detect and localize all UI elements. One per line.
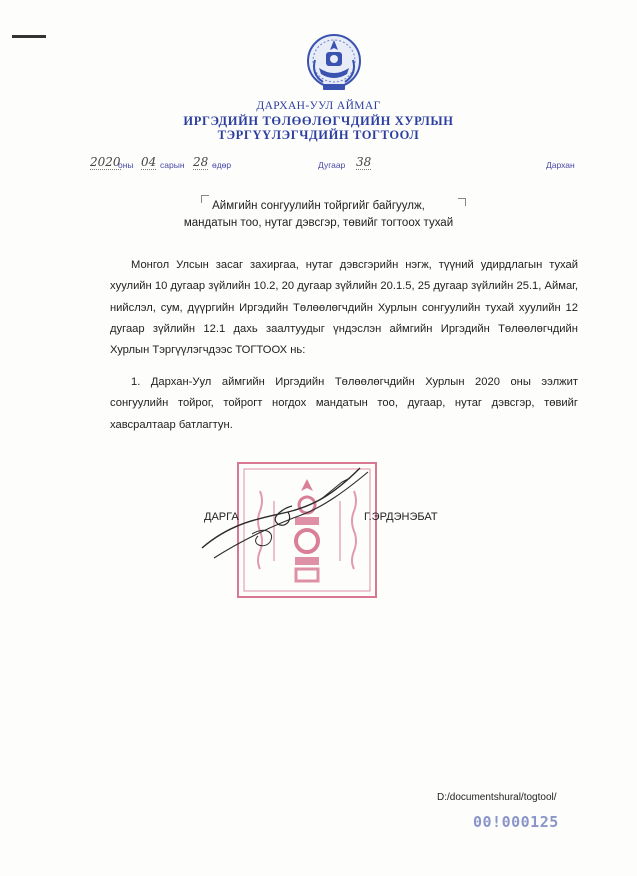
year-label: оны (118, 160, 134, 170)
handwritten-year: 2020 (90, 155, 121, 169)
signatory-title: ДАРГА (204, 511, 239, 523)
handwritten-number: 38 (356, 155, 372, 169)
subject-line-1: Аймгийн сонгуулийн тойргийг байгуулж, (212, 200, 425, 212)
date-line (0, 152, 637, 174)
day-label: өдөр (212, 160, 232, 170)
document-number-stamp: 00!000125 (473, 813, 559, 831)
handwritten-day: 28 (193, 155, 209, 169)
resolution-subject (0, 198, 637, 232)
subject-line-2: мандатын тоо, нутаг дэвсгэр, төвийг тогтоох тухай (183, 217, 454, 229)
header-council-line: ИРГЭДИЙН ТӨЛӨӨЛӨГЧДИЙН ХУРЛЫН (183, 114, 454, 128)
signatory-name: Г.ЭРДЭНЭБАТ (364, 511, 438, 523)
header-aimag: ДАРХАН-УУЛ АЙМАГ (256, 100, 381, 112)
handwritten-month: 04 (141, 155, 157, 169)
number-label: Дугаар (318, 160, 346, 170)
month-label: сарын (160, 160, 185, 170)
file-path: D:/documentshural/togtool/ (437, 792, 557, 803)
header-resolution-line: ТЭРГҮҮЛЭГЧДИЙН ТОГТООЛ (217, 128, 420, 142)
state-emblem-icon (305, 30, 363, 96)
preamble-paragraph: Монгол Улсын засаг захиргаа, нутаг дэвсгэрийн нэгж, түүний удирдлагын тухай хуулийн 10 дугаар зүйлийн 10.2, 20 дугаар зүйлийн 20.1.5, 25 дугаар зүйлийн 25.1, Аймаг, нийслэл, сум, дүүргийн Иргэдийн Төлөөлөгчдийн Хурлын сонгуулийн тухай хуулийн 12 дугаар зүйлийн 12.1 дахь заалтуудыг үндэслэн аймгийн Иргэдийн Төлөөлөгчдийн Хурлын Тэргүүлэгчдээс ТОГТООХ нь: (110, 259, 578, 357)
scan-mark (12, 35, 46, 38)
handwritten-signature (192, 462, 382, 572)
clause-1-paragraph: 1. Дархан-Уул аймгийн Иргэдийн Төлөөлөгчдийн Хурлын 2020 оны ээлжит сонгуулийн тойрог, тойрогт ногдох мандатын тоо, дугаар, нутаг дэвсгэр, төвийг хавсралтаар батлагтун. (110, 376, 578, 431)
place-label: Дархан (546, 160, 575, 170)
